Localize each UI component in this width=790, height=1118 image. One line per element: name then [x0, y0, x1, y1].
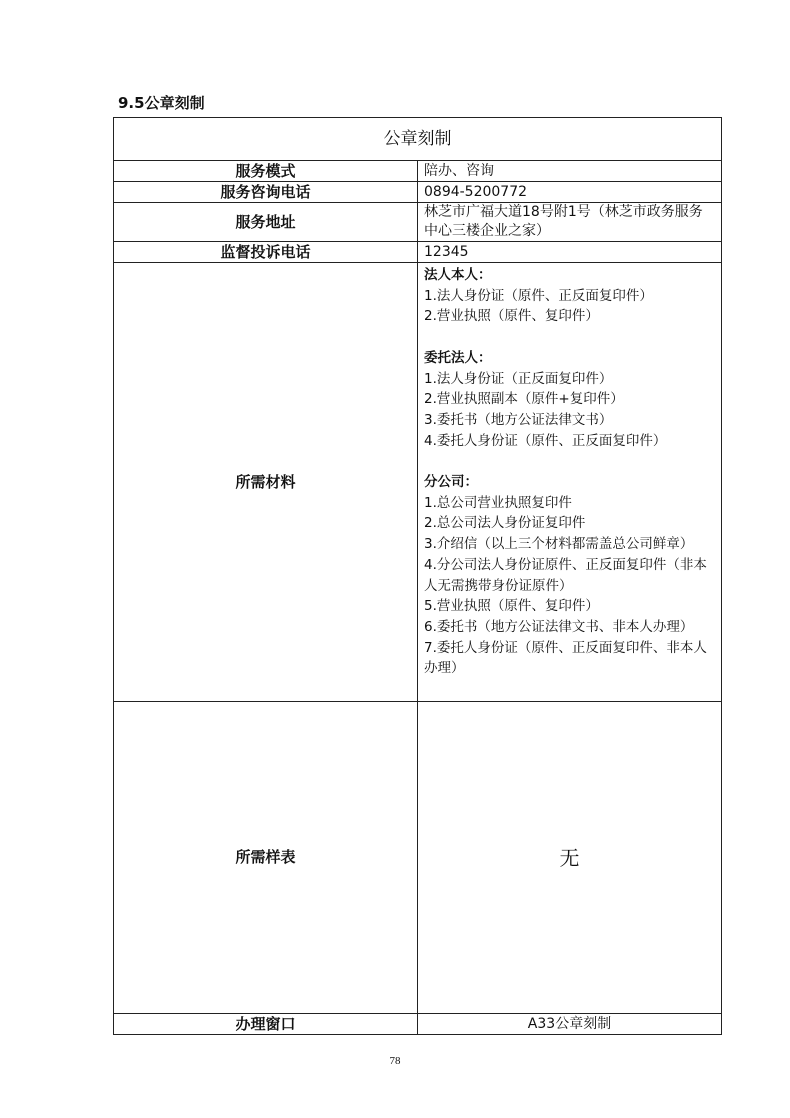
materials-label: 所需材料 — [114, 263, 418, 702]
material-item: 4.委托人身份证（原件、正反面复印件） — [424, 432, 667, 449]
row-label: 监督投诉电话 — [114, 242, 418, 263]
row-value: 12345 — [418, 242, 722, 263]
material-group-title: 法人本人： — [424, 267, 492, 283]
material-item: 4.分公司法人身份证原件、正反面复印件（非本人无需携带身份证原件） — [424, 556, 707, 594]
table-title: 公章刻制 — [114, 118, 722, 161]
window-row — [114, 1014, 722, 1035]
row-value: 0894-5200772 — [418, 182, 722, 203]
forms-value: 无 — [418, 702, 722, 1014]
material-group-title: 委托法人： — [424, 349, 492, 366]
material-item: 3.委托书（地方公证法律文书） — [424, 411, 613, 428]
section-heading: 9.5公章刻制 — [118, 94, 205, 112]
spacer — [424, 327, 715, 348]
row-label: 服务地址 — [114, 203, 418, 242]
row-label: 服务模式 — [114, 161, 418, 182]
table-row — [114, 161, 722, 182]
window-value: A33公章刻制 — [418, 1014, 722, 1035]
spacer — [424, 451, 715, 472]
material-item: 1.法人身份证（正反面复印件） — [424, 370, 613, 387]
materials-row — [114, 263, 722, 702]
material-item: 5.营业执照（原件、复印件） — [424, 598, 599, 615]
table-row — [114, 203, 722, 242]
material-item: 2.营业执照（原件、复印件） — [424, 308, 599, 325]
material-item: 2.总公司法人身份证复印件 — [424, 515, 586, 532]
forms-row — [114, 702, 722, 1014]
row-label: 服务咨询电话 — [114, 182, 418, 203]
material-item: 6.委托书（地方公证法律文书、非本人办理） — [424, 618, 694, 635]
table-row — [114, 182, 722, 203]
forms-label: 所需样表 — [114, 702, 418, 1014]
material-item: 3.介绍信（以上三个材料都需盖总公司鲜章） — [424, 536, 694, 553]
material-item: 1.法人身份证（原件、正反面复印件） — [424, 287, 653, 304]
material-item: 2.营业执照副本（原件+复印件） — [424, 391, 624, 408]
row-value: 林芝市广福大道18号附1号（林芝市政务服务中心三楼企业之家） — [418, 203, 722, 242]
service-table — [113, 117, 722, 1035]
material-group-title: 分公司： — [424, 474, 478, 490]
material-item: 1.总公司营业执照复印件 — [424, 494, 572, 511]
page-number: 78 — [389, 1055, 401, 1067]
window-label: 办理窗口 — [114, 1014, 418, 1035]
materials-list — [418, 263, 722, 702]
table-row — [114, 242, 722, 263]
row-value: 陪办、咨询 — [418, 161, 722, 182]
material-item: 7.委托人身份证（原件、正反面复印件、非本人办理） — [424, 639, 707, 677]
